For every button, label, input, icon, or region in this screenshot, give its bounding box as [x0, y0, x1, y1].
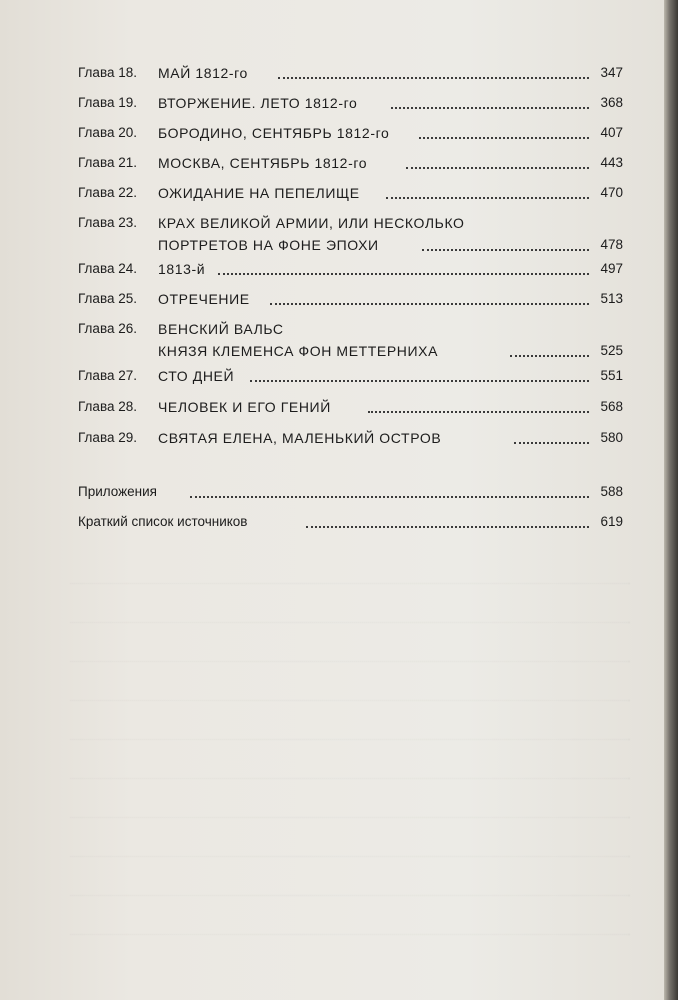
chapter-number: Глава 20. — [78, 125, 137, 140]
appendix-title: Приложения — [78, 484, 157, 499]
page-number: 588 — [600, 484, 623, 499]
chapter-number: Глава 22. — [78, 185, 137, 200]
chapter-title: ВТОРЖЕНИЕ. ЛЕТО 1812-го — [158, 95, 358, 111]
page-number: 580 — [600, 430, 623, 445]
dot-leader — [422, 249, 589, 251]
page-number: 347 — [600, 65, 623, 80]
dot-leader — [391, 107, 589, 109]
chapter-title: ОТРЕЧЕНИЕ — [158, 291, 250, 307]
chapter-title: СВЯТАЯ ЕЛЕНА, МАЛЕНЬКИЙ ОСТРОВ — [158, 430, 442, 446]
chapter-title-continued: ПОРТРЕТОВ НА ФОНЕ ЭПОХИ — [158, 237, 379, 253]
page-number: 497 — [600, 261, 623, 276]
chapter-title: ЧЕЛОВЕК И ЕГО ГЕНИЙ — [158, 399, 331, 415]
dot-leader — [419, 137, 589, 139]
dot-leader — [386, 197, 589, 199]
toc-entry-ch23 — [78, 212, 623, 256]
page-number: 513 — [600, 291, 623, 306]
page-number: 407 — [600, 125, 623, 140]
dot-leader — [368, 411, 589, 413]
chapter-title: ВЕНСКИЙ ВАЛЬС — [158, 321, 284, 337]
chapter-title: МОСКВА, СЕНТЯБРЬ 1812-го — [158, 155, 368, 171]
chapter-number: Глава 21. — [78, 155, 137, 170]
page-number: 525 — [600, 343, 623, 358]
dot-leader — [250, 380, 589, 382]
chapter-title: СТО ДНЕЙ — [158, 368, 235, 384]
dot-leader — [190, 496, 589, 498]
chapter-number: Глава 24. — [78, 261, 137, 276]
chapter-number: Глава 19. — [78, 95, 137, 110]
chapter-number: Глава 27. — [78, 368, 137, 383]
chapter-number: Глава 18. — [78, 65, 137, 80]
chapter-number: Глава 23. — [78, 215, 137, 230]
book-spine-edge — [664, 0, 678, 1000]
dot-leader — [510, 355, 589, 357]
page-number: 619 — [600, 514, 623, 529]
chapter-title: КРАХ ВЕЛИКОЙ АРМИИ, ИЛИ НЕСКОЛЬКО — [158, 215, 465, 231]
dot-leader — [514, 442, 589, 444]
chapter-title: МАЙ 1812-го — [158, 65, 248, 81]
chapter-number: Глава 25. — [78, 291, 137, 306]
chapter-title: БОРОДИНО, СЕНТЯБРЬ 1812-го — [158, 125, 390, 141]
page-number: 368 — [600, 95, 623, 110]
page-number: 470 — [600, 185, 623, 200]
chapter-number: Глава 29. — [78, 430, 137, 445]
dot-leader — [406, 167, 589, 169]
chapter-number: Глава 28. — [78, 399, 137, 414]
page-number: 443 — [600, 155, 623, 170]
page-number: 478 — [600, 237, 623, 252]
chapter-number: Глава 26. — [78, 321, 137, 336]
chapter-title: ОЖИДАНИЕ НА ПЕПЕЛИЩЕ — [158, 185, 360, 201]
dot-leader — [270, 303, 589, 305]
dot-leader — [278, 77, 589, 79]
chapter-title: 1813-й — [158, 261, 206, 277]
dot-leader — [218, 273, 589, 275]
page-number: 551 — [600, 368, 623, 383]
page-number: 568 — [600, 399, 623, 414]
toc-entry-ch26 — [78, 318, 623, 362]
dot-leader — [306, 526, 589, 528]
sources-title: Краткий список источников — [78, 514, 248, 529]
chapter-title-continued: КНЯЗЯ КЛЕМЕНСА ФОН МЕТТЕРНИХА — [158, 343, 439, 359]
